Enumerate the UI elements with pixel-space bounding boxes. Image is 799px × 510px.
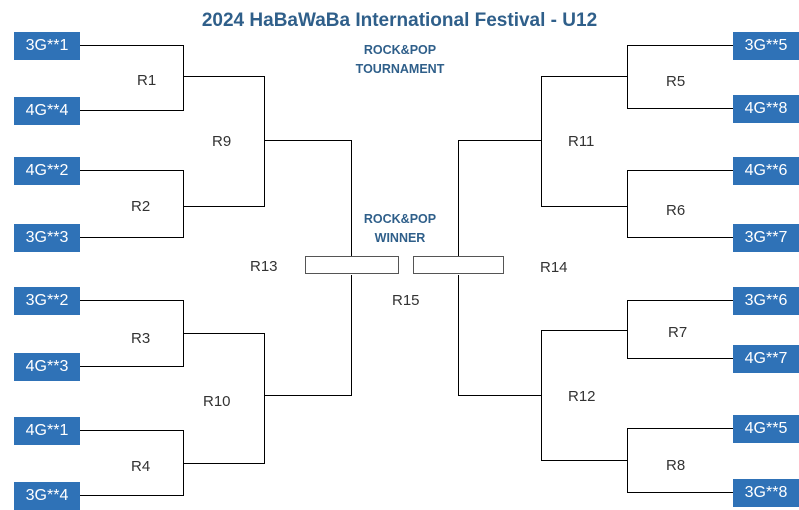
team-box: 4G**4	[14, 97, 80, 125]
team-box: 4G**7	[733, 345, 799, 373]
round-label-r8: R8	[666, 457, 686, 474]
bracket-line	[627, 428, 733, 429]
bracket-line	[264, 140, 352, 141]
bracket-line	[351, 275, 352, 396]
team-box: 4G**8	[733, 95, 799, 123]
team-box: 4G**5	[733, 415, 799, 443]
page-title: 2024 HaBaWaBa International Festival - U12	[201, 10, 598, 31]
team-box: 4G**1	[14, 417, 80, 445]
bracket-line	[627, 300, 733, 301]
bracket-line	[458, 140, 459, 256]
bracket-line	[183, 206, 265, 207]
round-label-r14: R14	[540, 259, 568, 276]
bracket-line	[80, 110, 184, 111]
bracket-line	[80, 300, 184, 301]
tournament-label	[330, 41, 470, 79]
bracket-line	[541, 206, 628, 207]
bracket-line	[80, 495, 184, 496]
winner-label	[335, 210, 465, 248]
team-box: 3G**2	[14, 287, 80, 315]
round-label-r5: R5	[666, 73, 686, 90]
bracket-line	[351, 140, 352, 256]
tournament-label-line1: ROCK&POP	[363, 43, 437, 57]
team-box: 3G**3	[14, 224, 80, 252]
bracket-line	[264, 333, 265, 464]
round-label-r10: R10	[203, 393, 231, 410]
bracket-line	[627, 45, 628, 109]
bracket-line	[80, 237, 184, 238]
round-label-r13: R13	[250, 258, 278, 275]
tournament-label-line2: TOURNAMENT	[355, 62, 445, 76]
team-box: 3G**4	[14, 482, 80, 510]
round-label-r7: R7	[668, 324, 688, 341]
bracket-line	[627, 492, 733, 493]
final-right-box	[413, 256, 504, 274]
round-label-r6: R6	[666, 202, 686, 219]
bracket-line	[627, 170, 733, 171]
bracket-line	[80, 430, 184, 431]
round-label-r3: R3	[131, 330, 151, 347]
final-left-box	[305, 256, 399, 274]
round-label-r11: R11	[568, 133, 595, 150]
bracket-line	[80, 170, 184, 171]
bracket-line	[627, 237, 733, 238]
bracket-line	[458, 275, 459, 396]
bracket-line	[541, 330, 628, 331]
bracket-line	[183, 170, 184, 238]
bracket-line	[264, 395, 352, 396]
bracket-line	[183, 45, 184, 111]
bracket-line	[183, 463, 265, 464]
bracket-line	[627, 108, 733, 109]
team-box: 3G**1	[14, 32, 80, 60]
bracket-line	[541, 76, 542, 207]
bracket-line	[80, 366, 184, 367]
winner-label-line2: WINNER	[374, 231, 426, 245]
winner-label-line1: ROCK&POP	[363, 212, 437, 226]
bracket-line	[183, 333, 265, 334]
team-box: 3G**6	[733, 287, 799, 315]
team-box: 4G**3	[14, 353, 80, 381]
round-label-r2: R2	[131, 198, 151, 215]
bracket-line	[183, 76, 265, 77]
team-box: 3G**5	[733, 32, 799, 60]
bracket-line	[458, 395, 542, 396]
bracket-line	[80, 45, 184, 46]
bracket-line	[627, 358, 733, 359]
bracket-line	[627, 45, 733, 46]
team-box: 4G**2	[14, 157, 80, 185]
bracket-line	[627, 170, 628, 238]
team-box: 3G**7	[733, 224, 799, 252]
team-box: 3G**8	[733, 479, 799, 507]
round-label-r12: R12	[568, 388, 596, 405]
bracket-line	[541, 460, 628, 461]
round-label-r1: R1	[137, 72, 157, 89]
bracket-line	[264, 76, 265, 207]
round-label-r4: R4	[131, 458, 151, 475]
bracket-line	[458, 140, 542, 141]
team-box: 4G**6	[733, 157, 799, 185]
bracket-line	[541, 76, 628, 77]
round-label-r9: R9	[212, 133, 232, 150]
round-label-r15: R15	[392, 292, 420, 309]
